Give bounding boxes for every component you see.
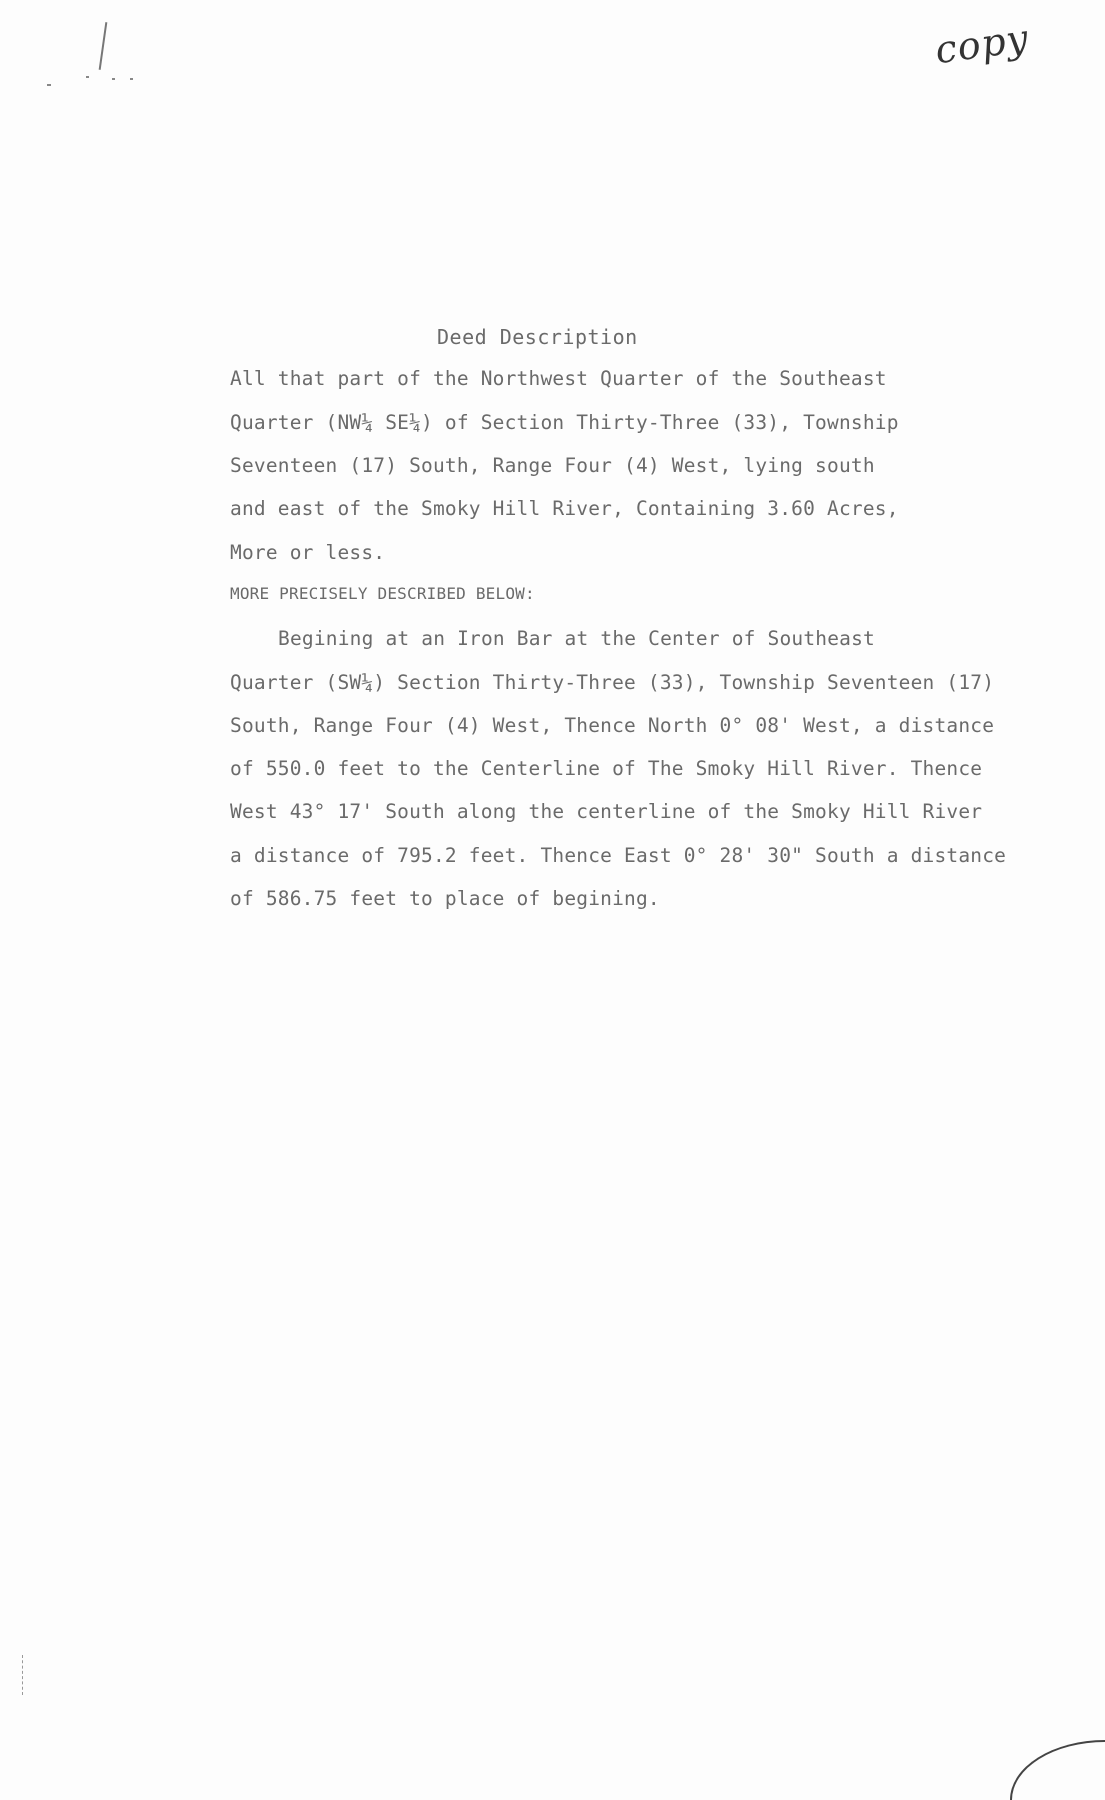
section-heading: MORE PRECISELY DESCRIBED BELOW:: [230, 584, 535, 603]
handwritten-note: copy: [932, 15, 1032, 73]
page-corner-fold: [1010, 1740, 1105, 1800]
detail-line: of 550.0 feet to the Centerline of The Smoky Hill River. Thence: [230, 757, 983, 780]
description-line: All that part of the Northwest Quarter of the Southeast: [230, 367, 887, 390]
detail-line: Begining at an Iron Bar at the Center of Southeast: [278, 627, 875, 650]
detail-line: a distance of 795.2 feet. Thence East 0° 28' 30" South a distance: [230, 844, 1007, 867]
speck: [86, 76, 89, 78]
speck: [130, 78, 133, 80]
document-title: Deed Description: [437, 325, 638, 349]
description-line: and east of the Smoky Hill River, Containing 3.60 Acres,: [230, 497, 899, 520]
detail-line: South, Range Four (4) West, Thence North 0° 08' West, a distance: [230, 714, 995, 737]
detail-line: West 43° 17' South along the centerline of the Smoky Hill River: [230, 800, 983, 823]
detail-line: of 586.75 feet to place of begining.: [230, 887, 660, 910]
margin-mark: [22, 1655, 23, 1695]
description-line: Quarter (NW¼ SE¼) of Section Thirty-Three (33), Township: [230, 411, 899, 434]
speck: [47, 84, 51, 86]
speck: [112, 78, 115, 80]
description-line: Seventeen (17) South, Range Four (4) West, lying south: [230, 454, 875, 477]
margin-mark: [99, 22, 108, 70]
detail-line: Quarter (SW¼) Section Thirty-Three (33), Township Seventeen (17): [230, 671, 995, 694]
description-line: More or less.: [230, 541, 386, 564]
